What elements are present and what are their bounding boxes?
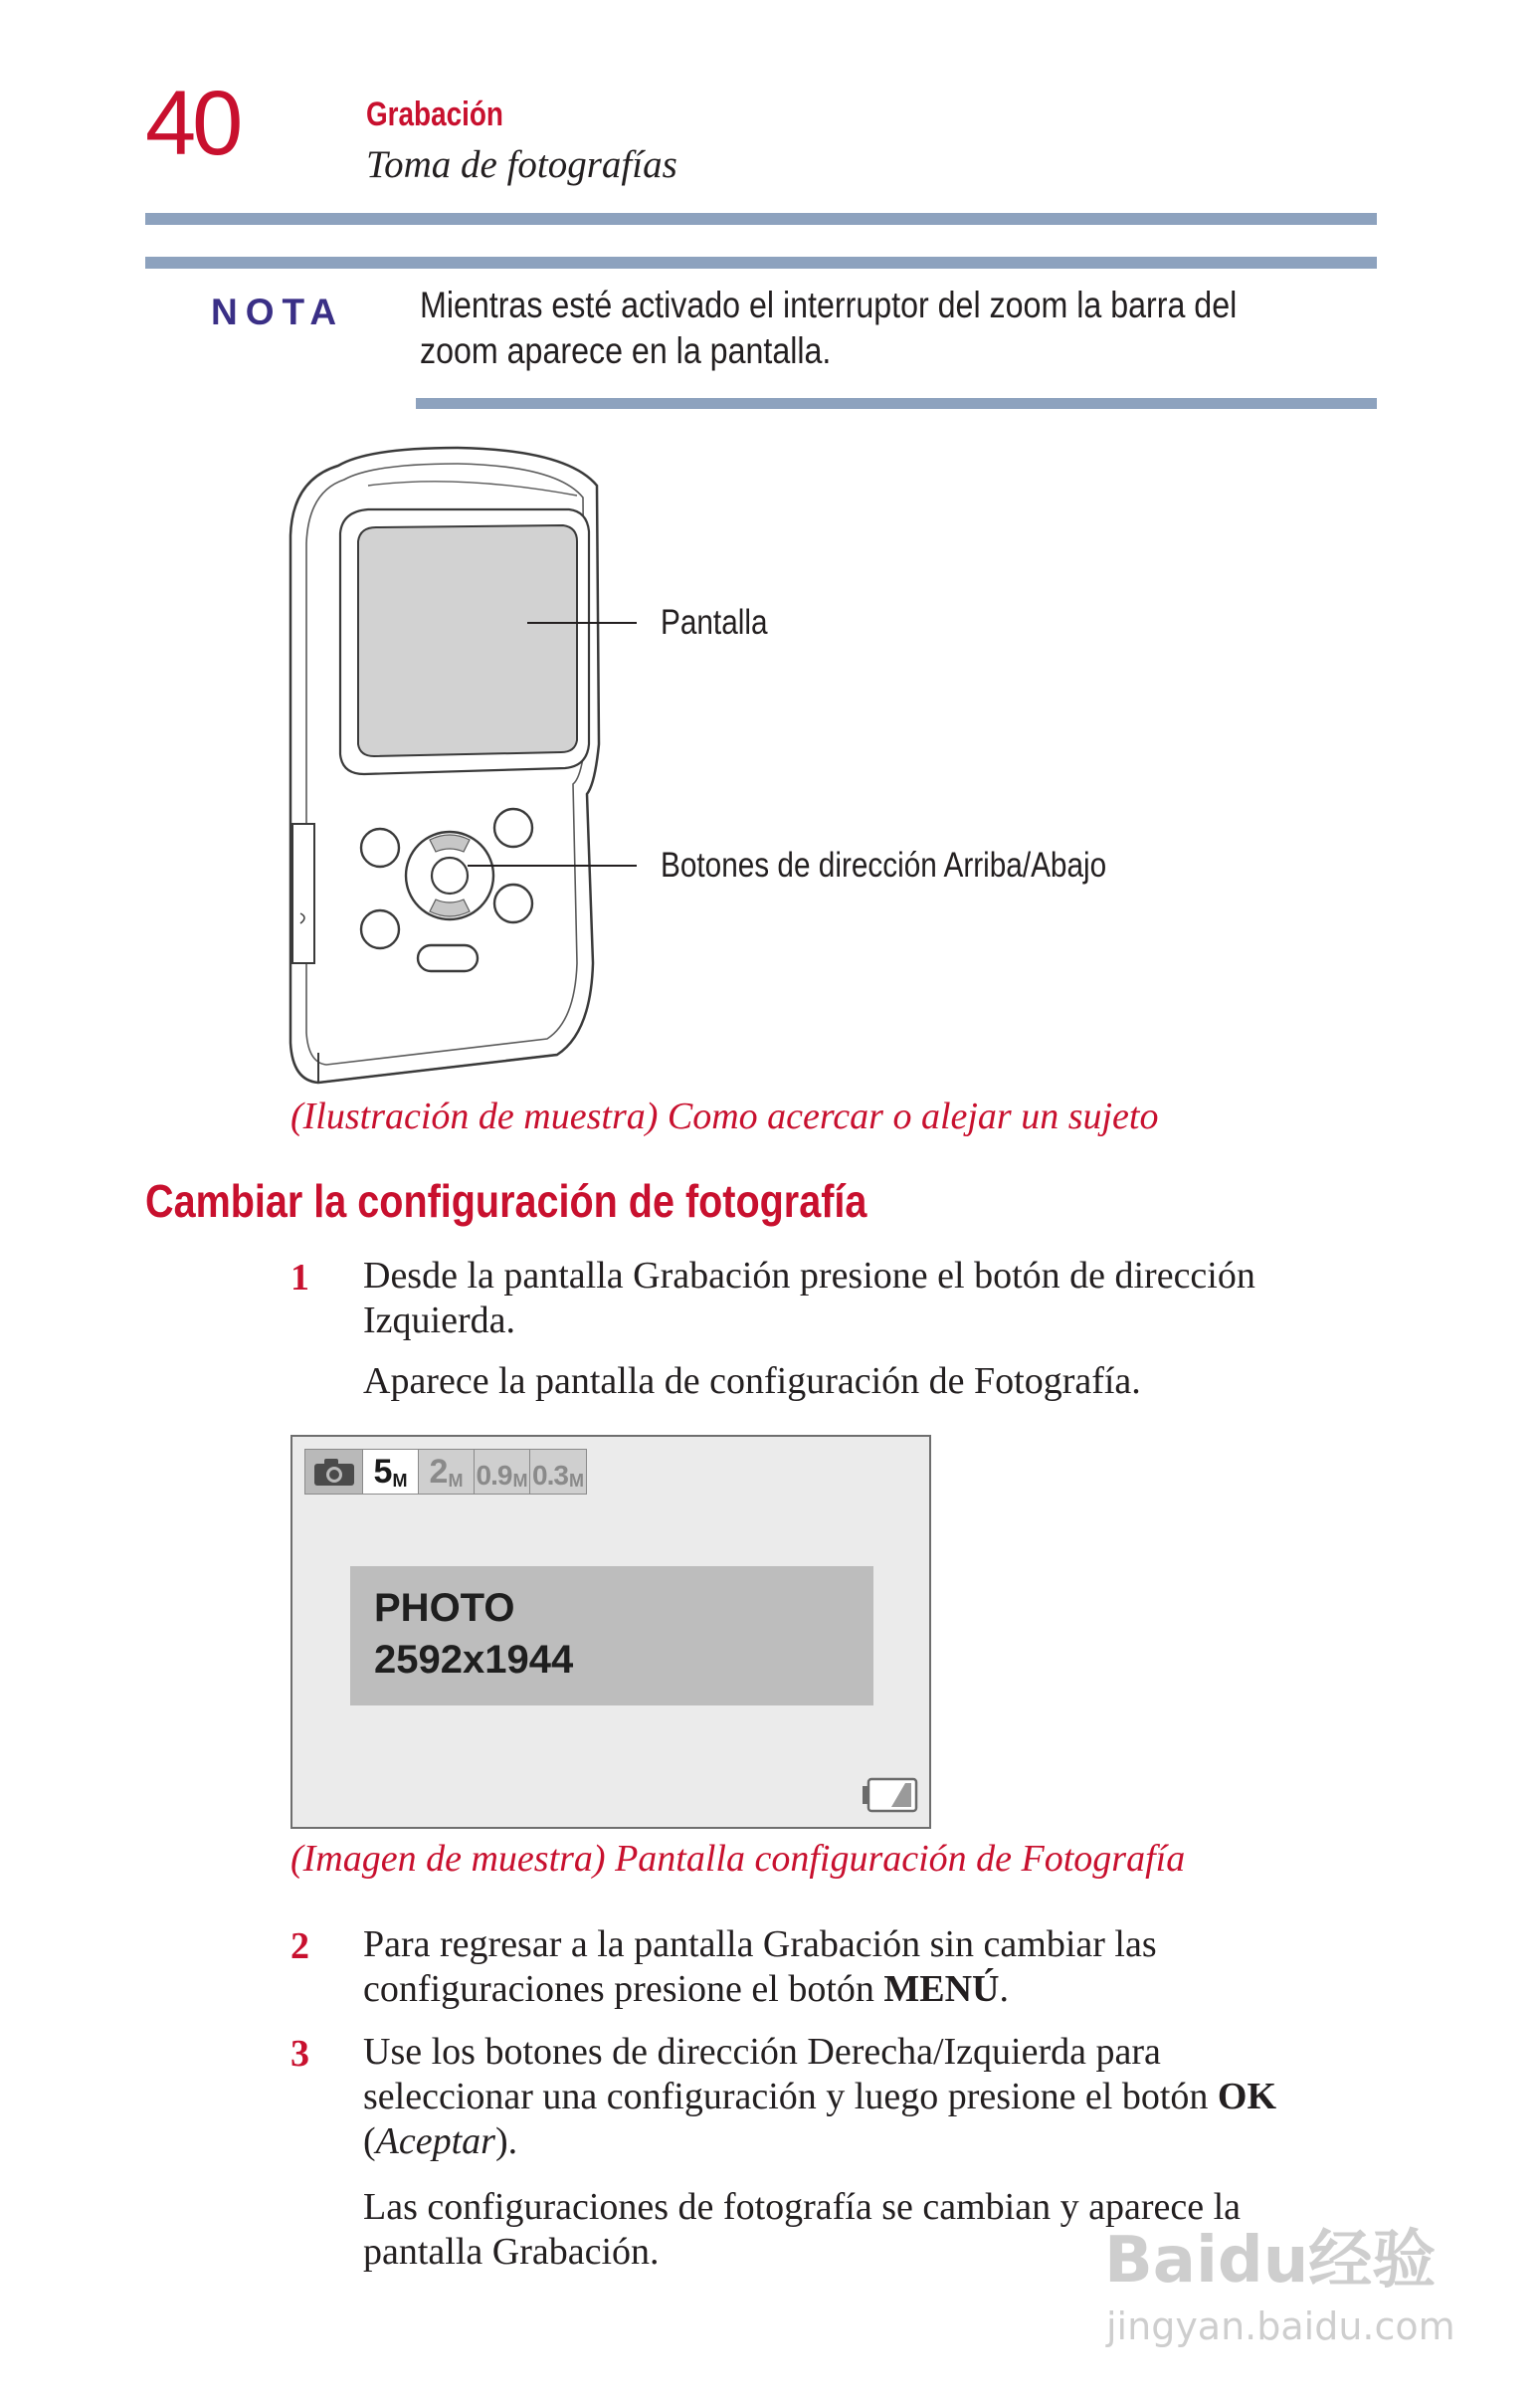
camera-illustration xyxy=(279,446,637,1093)
header-rule xyxy=(145,213,1377,225)
resolution-value: 0.3 xyxy=(532,1460,568,1491)
aceptar-label: Aceptar xyxy=(375,2120,495,2162)
step-text-part: Para regresar a la pantalla Grabación sin cambiar las configuraciones presione el botón xyxy=(363,1923,1157,2010)
section-heading: Cambiar la configuración de fotografía xyxy=(145,1175,867,1227)
step-number: 2 xyxy=(290,1925,309,1967)
step-text xyxy=(363,1922,1298,2012)
step-text: Desde la pantalla Grabación presione el botón de dirección Izquierda. xyxy=(363,1255,1255,1341)
resolution-unit: M xyxy=(512,1471,528,1491)
photo-resolution-label: 2592x1944 xyxy=(374,1638,574,1682)
callout-direction-buttons: Botones de dirección Arriba/Abajo xyxy=(661,846,1107,885)
step-number: 1 xyxy=(290,1257,309,1299)
step-text-part: Use los botones de dirección Derecha/Izquierda para seleccionar una configuración y luego presione el botón xyxy=(363,2031,1218,2117)
step-result: Aparece la pantalla de configuración de Fotografía. xyxy=(363,1360,1141,1402)
resolution-bar xyxy=(304,1449,587,1495)
step-text-part: ( xyxy=(363,2120,376,2162)
resolution-unit: M xyxy=(392,1471,408,1491)
callout-pantalla: Pantalla xyxy=(661,603,768,642)
resolution-value: 0.9 xyxy=(476,1460,512,1491)
ok-button-label: OK xyxy=(1217,2076,1277,2117)
note-text: Mientras esté activado el interruptor del zoom la barra del zoom aparece en la pantalla. xyxy=(420,285,1238,371)
resolution-value: 5 xyxy=(373,1453,392,1491)
resolution-option-0-9m[interactable] xyxy=(475,1450,530,1494)
step-text-part: . xyxy=(999,1968,1009,2010)
resolution-option-2m[interactable] xyxy=(419,1450,475,1494)
note-top-rule xyxy=(145,257,1377,269)
step-result: Las configuraciones de fotografía se cambian y aparece la pantalla Grabación. xyxy=(363,2186,1241,2273)
illustration-caption: (Ilustración de muestra) Como acercar o alejar un sujeto xyxy=(290,1096,1159,1137)
menu-button-label: MENÚ xyxy=(883,1968,1000,2010)
step-number: 3 xyxy=(290,2033,309,2075)
step-text xyxy=(363,2030,1298,2164)
watermark-brand: Baidu经验 xyxy=(1104,2224,1437,2298)
note-label: NOTA xyxy=(211,292,345,332)
step-text-part: ). xyxy=(494,2120,518,2162)
running-header-subsection: Toma de fotografías xyxy=(366,143,677,186)
camera-icon xyxy=(305,1450,363,1494)
resolution-unit: M xyxy=(448,1471,464,1491)
battery-icon xyxy=(862,1777,919,1815)
resolution-unit: M xyxy=(568,1471,584,1491)
screen-sample-caption: (Imagen de muestra) Pantalla configuración de Fotografía xyxy=(290,1838,1186,1880)
watermark-url: jingyan.baidu.com xyxy=(1106,2304,1455,2348)
note-bottom-rule xyxy=(416,398,1377,409)
resolution-value: 2 xyxy=(429,1453,448,1491)
photo-mode-label: PHOTO xyxy=(374,1586,515,1630)
resolution-option-5m[interactable] xyxy=(363,1450,419,1494)
running-header-section: Grabación xyxy=(366,96,503,133)
resolution-option-0-3m[interactable] xyxy=(530,1450,586,1494)
page-number: 40 xyxy=(145,73,240,174)
